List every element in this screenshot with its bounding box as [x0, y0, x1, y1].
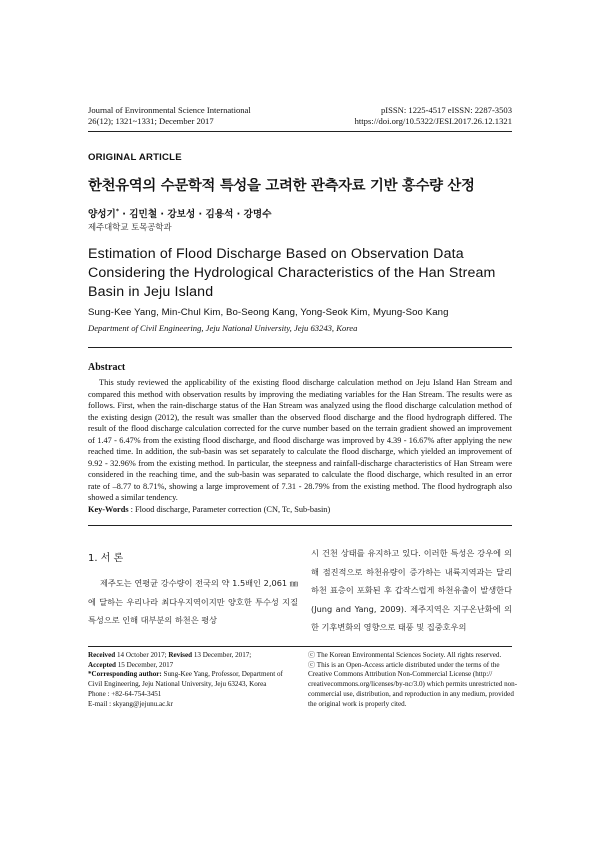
journal-issue: 26(12); 1321~1331; December 2017 — [88, 116, 214, 126]
journal-issn: pISSN: 1225-4517 eISSN: 2287-3503 — [380, 105, 512, 115]
accepted-date-line — [88, 661, 288, 671]
korean-affiliation: 제주대학교 토목공학과 — [88, 222, 172, 232]
section-heading-introduction: 1. 서 론 — [88, 553, 124, 564]
korean-authors — [88, 206, 271, 220]
corresponding-author — [88, 670, 288, 689]
journal-header-right — [355, 105, 512, 127]
footnote-divider — [88, 646, 512, 647]
journal-doi[interactable]: https://doi.org/10.5322/JESI.2017.26.12.1321 — [354, 116, 512, 126]
abstract-text: This study reviewed the applicability of the existing flood discharge calculation method on Jeju Island Han Stream and compared this method with observation results by improving the mediating variables for the Han Stream. The results were as follows. First, when the rain-discharge status of the Han Stream was analyzed using the flood discharge calculation method of the existing design (2012), the result was smaller than the observed flood discharge and the flood hydrograph differed. The result of the flood discharge calculation corrected for the curve number based on the terrain gradient showed an improvement of 1.47 - 6.47% from the existing flood discharge, and flood discharge was improved by 4.39 - 16.67% after applying the new reached time. In addition, the sub-basin was set separately to calculate the flood discharge, which yielded an improvement of 9.92 - 32.96% from the existing method. In particular, the steepness and rainfall-discharge characteristics of Han Stream were considered in the reaching time, and the sub-basin was separated to calculate the flood discharge, which resulted in an error rate of –8.77 to 8.71%, showing a large improvement of 7.31 - 28.79% from the existing method. The flood hydrograph also showed a similar tendency. — [88, 378, 512, 502]
corresponding-label: *Corresponding author: — [88, 670, 162, 679]
keywords — [88, 505, 330, 514]
corresponding-info: Sung-Kee Yang, Professor, Department of Civil Engineering, Jeju National University, Jeju 63243, Korea — [88, 670, 283, 689]
english-title: Estimation of Flood Discharge Based on Observation Data Considering the Hydrological Characteristics of the Han Stream Basin in Jeju Island — [88, 246, 496, 300]
author-email[interactable]: E-mail : skyang@jejunu.ac.kr — [88, 699, 173, 708]
article-type: ORIGINAL ARTICLE — [88, 152, 182, 163]
journal-header-left — [88, 105, 251, 127]
accepted-date: 15 December, 2017 — [115, 660, 174, 669]
license-notice: ⓒ This is an Open-Access article distributed under the terms of the Creative Commons Attribution Non-Commercial License (http:// creativecommons.org/licenses/by-nc/3.0) which permits unrestricted non-commercial use, distribution, and reproduction in any medium, provided the original work is properly cited. — [308, 660, 518, 708]
other-authors-korean: · 김민철 · 강보성 · 김용석 · 강명수 — [118, 209, 272, 220]
revised-date: 13 December, 2017; — [192, 651, 252, 659]
accepted-label: Accepted — [88, 660, 116, 669]
intro-column-1: 제주도는 연평균 강수량이 전국의 약 1.5배인 2,061 ㎜에 달하는 우리나라 최다우지역이지만 양호한 투수성 지질특성으로 인해 대부분의 하천은 평상 — [88, 578, 298, 625]
corresponding-mark: * — [115, 207, 119, 215]
footnote-license — [308, 651, 518, 709]
abstract-bottom-divider — [88, 525, 512, 526]
received-label: Received — [88, 651, 116, 659]
abstract-top-divider — [88, 347, 512, 348]
keywords-label: Key-Words — [88, 505, 129, 514]
english-authors: Sung-Kee Yang, Min-Chul Kim, Bo-Seong Kang, Yong-Seok Kim, Myung-Soo Kang — [88, 307, 449, 318]
received-date: 14 October 2017; — [115, 651, 169, 659]
abstract-heading: Abstract — [88, 362, 126, 373]
keywords-list: : Flood discharge, Parameter correction (CN, Tc, Sub-basin) — [128, 505, 331, 514]
received-dates — [88, 651, 288, 661]
header-divider — [88, 131, 512, 132]
copyright-notice: ⓒ The Korean Environmental Sciences Society. All rights reserved. — [308, 651, 502, 659]
korean-title: 한천유역의 수문학적 특성을 고려한 관측자료 기반 홍수량 산정 — [88, 178, 475, 194]
author-phone: Phone : +82-64-754-3451 — [88, 689, 162, 698]
intro-column-2: 시 건천 상태를 유지하고 있다. 이러한 특성은 강우에 의해 점진적으로 하천유량이 증가하는 내륙지역과는 달리 하천 표층이 포화된 후 갑작스럽게 하천유출이 발생한다(Jung and Yang, 2009). 제주지역은 지구온난화에 의한 기후변화의 영향으로 태풍 및 집중호우의 — [311, 548, 512, 632]
footnote-article-info — [88, 651, 288, 709]
journal-name: Journal of Environmental Science International — [88, 105, 251, 115]
english-affiliation: Department of Civil Engineering, Jeju National University, Jeju 63243, Korea — [88, 323, 358, 333]
revised-label: Revised — [168, 651, 193, 659]
first-author-korean: 양성기 — [88, 209, 116, 220]
